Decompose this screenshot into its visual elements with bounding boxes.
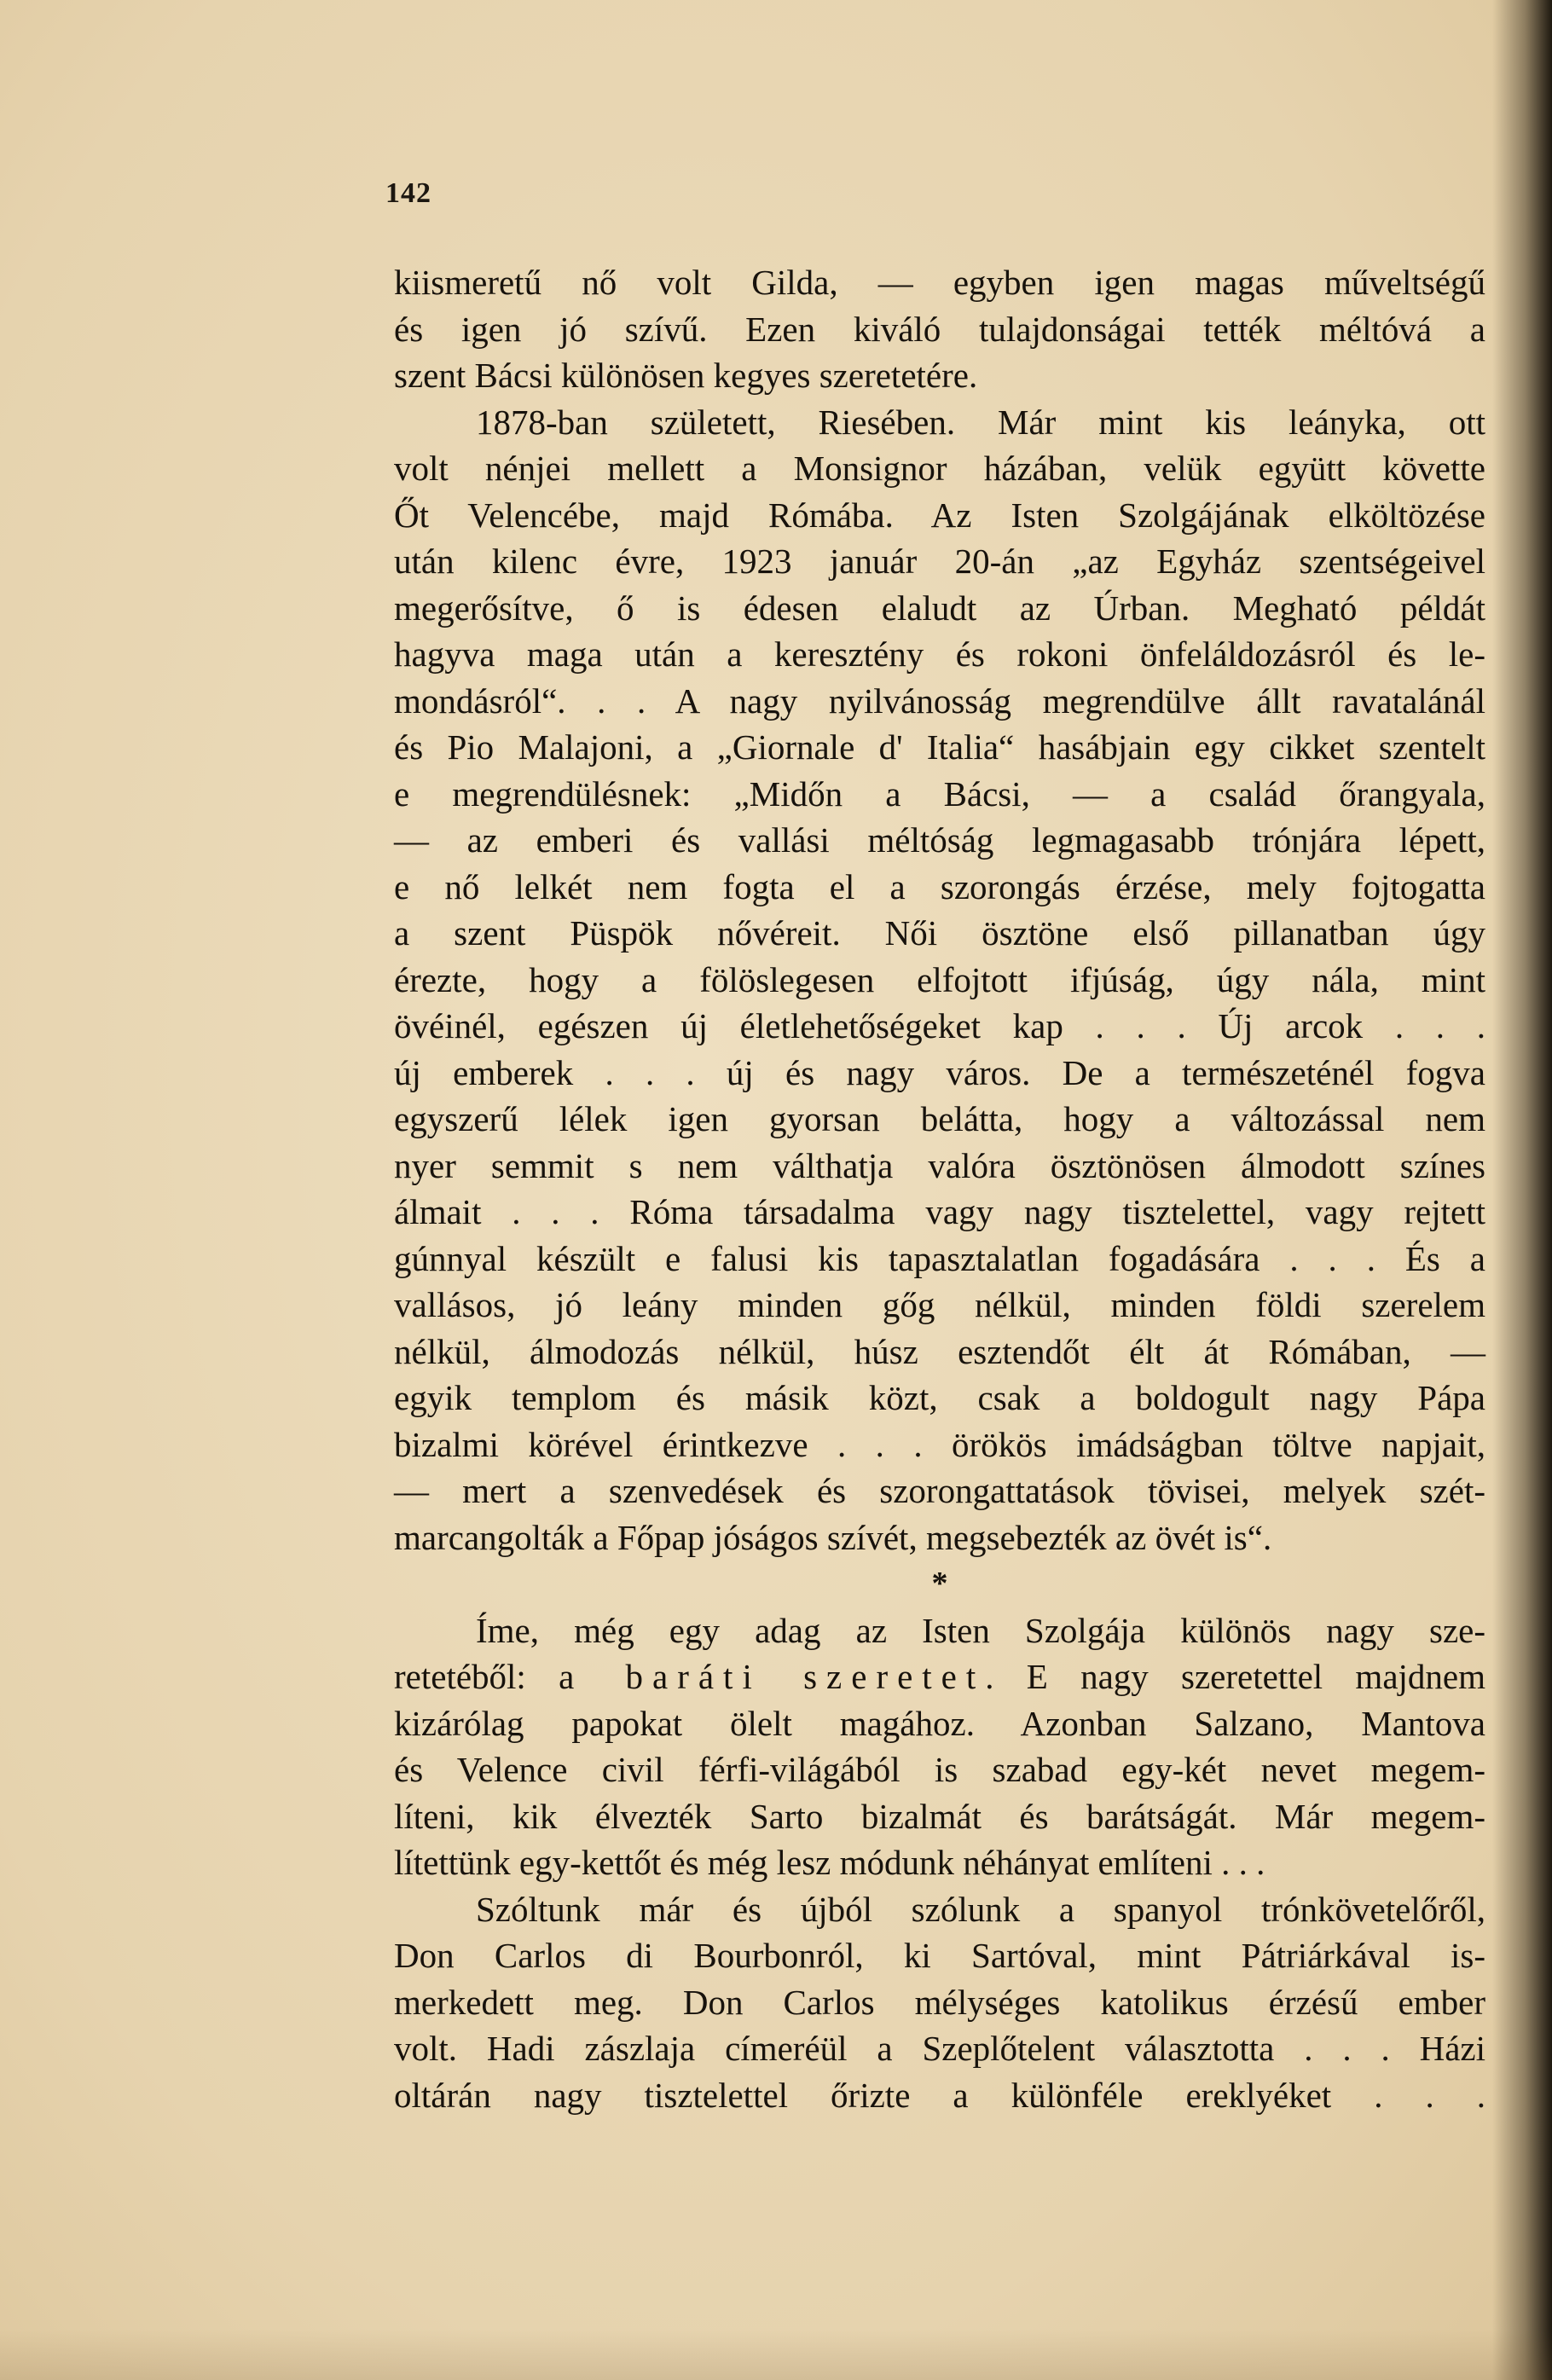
text-segment: retetéből: <box>394 1657 559 1696</box>
text-line <box>394 1653 1485 1700</box>
section-separator: * <box>931 1566 948 1601</box>
emphasized-phrase: a baráti szeretet <box>559 1657 986 1696</box>
text-line: megerősítve, ő is édesen elaludt az Úrban. Megható példát <box>394 588 1485 628</box>
text-segment: . E nagy szeretettel majdnem <box>985 1657 1485 1696</box>
text-line: Don Carlos di Bourbonról, ki Sartóval, mint Pátriárkával is- <box>394 1936 1485 1975</box>
text-line: e megrendülésnek: „Midőn a Bácsi, — a család őrangyala, <box>394 773 1485 814</box>
text-line: új emberek . . . új és nagy város. De a természeténél fogva <box>394 1052 1485 1092</box>
text-line: után kilenc évre, 1923 január 20-án „az Egyház szentségeivel <box>394 541 1485 581</box>
text-line: nyer semmit s nem válthatja valóra ösztönösen álmodott színes <box>394 1145 1485 1185</box>
text-line: szent Bácsi különösen kegyes szeretetére. <box>394 356 978 395</box>
text-line: és Velence civil férfi-világából is szabad egy-két nevet megem- <box>394 1750 1485 1789</box>
text-line: egyszerű lélek igen gyorsan belátta, hogy a változással nem <box>394 1099 1485 1138</box>
text-line: 1878-ban született, Riesében. Már mint kis leányka, ott <box>476 402 1485 442</box>
text-line: lítettünk egy-kettőt és még lesz módunk néhányat említeni . . . <box>394 1843 1265 1882</box>
text-line: övéinél, egészen új életlehetőségeket kap . . . Új arcok . . . <box>394 1006 1485 1045</box>
text-line: vallásos, jó leány minden gőg nélkül, minden földi szerelem <box>394 1285 1485 1324</box>
gutter-shadow <box>1492 0 1552 2380</box>
text-line: és igen jó szívű. Ezen kiváló tulajdonságai tették méltóvá a <box>394 309 1485 349</box>
text-line: mondásról“. . . A nagy nyilvánosság megrendülve állt ravatalánál <box>394 680 1485 721</box>
text-line: nélkül, álmodozás nélkül, húsz esztendőt élt át Rómában, — <box>394 1331 1485 1371</box>
text-line: gúnnyal készült e falusi kis tapasztalatlan fogadására . . . És a <box>394 1238 1485 1278</box>
text-line: volt nénjei mellett a Monsignor házában, velük együtt követte <box>394 449 1485 488</box>
page-number: 142 <box>385 177 431 209</box>
text-line: kiismeretű nő volt Gilda, — egyben igen magas műveltségű <box>394 263 1485 302</box>
text-line: érezte, hogy a fölöslegesen elfojtott ifjúság, úgy nála, mint <box>394 959 1485 999</box>
page-bottom-shade <box>0 2329 1552 2380</box>
text-line: — az emberi és vallási méltóság legmagasabb trónjára lépett, <box>394 820 1485 860</box>
text-line: líteni, kik élvezték Sarto bizalmát és barátságát. Már megem- <box>394 1796 1485 1836</box>
text-line: a szent Püspök nővéreit. Női ösztöne első pillanatban úgy <box>394 913 1485 953</box>
text-line: — mert a szenvedések és szorongattatások tövisei, melyek szét- <box>394 1471 1485 1510</box>
text-line: kizárólag papokat ölelt magához. Azonban Salzano, Mantova <box>394 1703 1485 1743</box>
text-line: hagyva maga után a keresztény és rokoni önfeláldozásról és le- <box>394 634 1485 674</box>
text-line: Íme, még egy adag az Isten Szolgája különös nagy sze- <box>476 1610 1485 1650</box>
text-line: bizalmi körével érintkezve . . . örökös imádságban töltve napjait, <box>394 1424 1485 1464</box>
text-line: merkedett meg. Don Carlos mélységes katolikus érzésű ember <box>394 1982 1485 2022</box>
text-line: Őt Velencébe, majd Rómába. Az Isten Szolgájának elköltözése <box>394 495 1485 535</box>
body-text <box>394 259 1485 2118</box>
text-line: álmait . . . Róma társadalma vagy nagy tisztelettel, vagy rejtett <box>394 1192 1485 1231</box>
text-line: egyik templom és másik közt, csak a boldogult nagy Pápa <box>394 1378 1485 1417</box>
text-line: volt. Hadi zászlaja címeréül a Szeplőtelent választotta . . . Házi <box>394 2029 1485 2068</box>
text-line: oltárán nagy tisztelettel őrizte a különféle ereklyéket . . . <box>394 2075 1485 2115</box>
text-line: marcangolták a Főpap jóságos szívét, megsebezték az övét is“. <box>394 1517 1272 1557</box>
text-line: és Pio Malajoni, a „Giornale d' Italia“ hasábjain egy cikket szentelt <box>394 727 1485 767</box>
text-line: Szóltunk már és újból szólunk a spanyol trónkövetelőről, <box>476 1889 1485 1929</box>
text-line: e nő lelkét nem fogta el a szorongás érzése, mely fojtogatta <box>394 866 1485 906</box>
